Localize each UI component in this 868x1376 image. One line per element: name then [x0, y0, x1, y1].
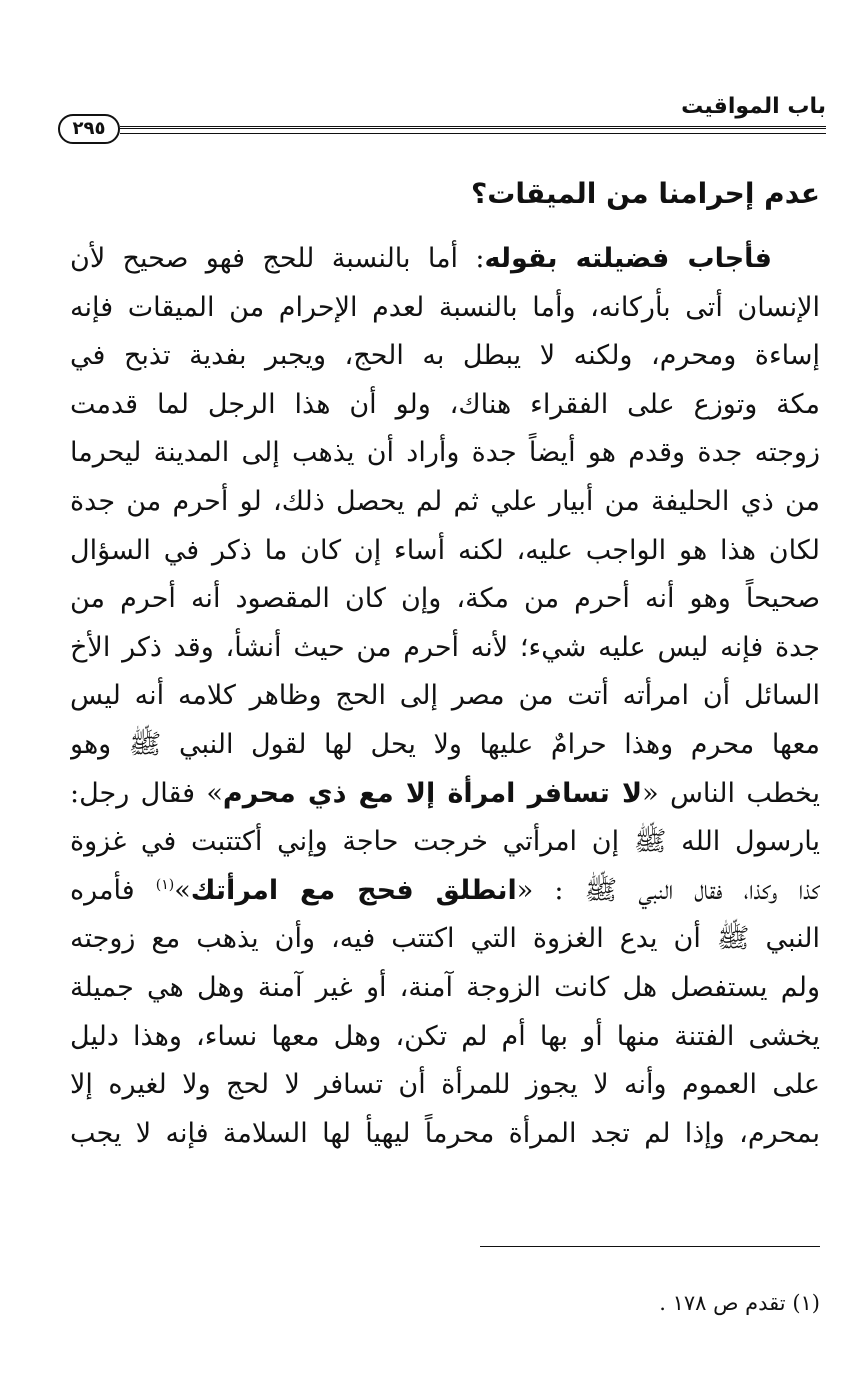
footnote: (١) تقدم ص ١٧٨ .: [659, 1291, 820, 1315]
text-segment: بمحرم، وإذا لم تجد المرأة محرماً ليهيأ لها السلامة فإنه لا يجب: [70, 1117, 820, 1149]
hadith-quote: انطلق فحج مع امرأتك: [190, 874, 517, 906]
text-line: [70, 964, 820, 1013]
header-rule-double: [120, 126, 826, 129]
text-line: [70, 381, 820, 430]
text-segment: كذا وكذا، فقال النبي ﷺ : «: [516, 874, 820, 906]
text-segment: يارسول الله ﷺ إن امرأتي خرجت حاجة وإني أكتتبت في غزوة: [70, 826, 820, 858]
text-line: [70, 235, 820, 284]
text-line: [70, 332, 820, 381]
text-line: [70, 1013, 820, 1062]
text-segment: إساءة ومحرم، ولكنه لا يبطل به الحج، ويجبر بفدية تذبح في: [70, 340, 820, 372]
text-segment: جدة فإنه ليس عليه شيء؛ لأنه أحرم من حيث أنشأ، وقد ذكر الأخ: [70, 631, 820, 663]
text-segment: مكة وتوزع على الفقراء هناك، ولو أن هذا الرجل لما قدمت: [70, 388, 820, 420]
text-segment: يخطب الناس «: [642, 777, 820, 809]
text-line: [70, 624, 820, 673]
text-segment: من ذي الحليفة من أبيار علي ثم لم يحصل ذلك، لو أحرم من جدة: [70, 485, 820, 517]
question-text: عدم إحرامنا من الميقات؟: [470, 177, 820, 210]
text-segment: » فقال رجل:: [70, 777, 223, 809]
text-line: [70, 1110, 820, 1159]
text-line: [70, 478, 820, 527]
text-segment: ولم يستفصل هل كانت الزوجة آمنة، أو غير آمنة وهل هي جميلة: [70, 971, 820, 1003]
running-header: [58, 92, 826, 148]
text-segment: على العموم وأنه لا يجوز للمرأة أن تسافر لا لحج ولا لغيره إلا: [70, 1069, 820, 1101]
text-segment: الإنسان أتى بأركانه، وأما بالنسبة لعدم الإحرام من الميقات فإنه: [70, 291, 820, 323]
text-line: [70, 527, 820, 576]
text-segment: فأمره: [70, 874, 156, 906]
text-line: [70, 770, 820, 819]
answer-lead: فأجاب فضيلته بقوله: [484, 243, 772, 274]
text-line: [70, 575, 820, 624]
text-line: [70, 672, 820, 721]
text-segment: : أما بالنسبة للحج فهو صحيح لأن: [70, 243, 485, 274]
text-segment: »: [174, 874, 191, 906]
footnote-rule: [480, 1246, 820, 1247]
text-line: [70, 1061, 820, 1110]
text-segment: يخشى الفتنة منها أو بها أم لم تكن، وهل معها نساء، وهذا دليل: [70, 1020, 820, 1052]
text-line: [70, 915, 820, 964]
page-number-badge: ٢٩٥: [58, 114, 120, 144]
text-line: [70, 867, 820, 916]
text-segment: معها محرم وهذا حرامٌ عليها ولا يحل لها لقول النبي ﷺ وهو: [70, 728, 820, 760]
header-rule-single: [120, 133, 826, 134]
footnote-reference: (١): [155, 876, 175, 893]
text-segment: السائل أن امرأته أتت من مصر إلى الحج وظاهر كلامه أنه ليس: [70, 680, 820, 712]
text-segment: صحيحاً وهو أنه أحرم من مكة، وإن كان المقصود أنه أحرم من: [70, 583, 820, 615]
hadith-quote: لا تسافر امرأة إلا مع ذي محرم: [222, 777, 643, 809]
text-line: [70, 721, 820, 770]
text-segment: النبي ﷺ أن يدع الغزوة التي اكتتب فيه، وأن يذهب مع زوجته: [70, 923, 820, 955]
answer-body: [70, 235, 820, 1158]
text-line: [70, 818, 820, 867]
chapter-title: باب المواقيت: [681, 94, 826, 119]
text-segment: زوجته جدة وقدم هو أيضاً جدة وأراد أن يذهب إلى المدينة ليحرما: [70, 437, 820, 469]
text-segment: لكان هذا هو الواجب عليه، لكنه أساء إن كان ما ذكر في السؤال: [70, 534, 820, 566]
text-line: [70, 284, 820, 333]
text-line: [70, 429, 820, 478]
